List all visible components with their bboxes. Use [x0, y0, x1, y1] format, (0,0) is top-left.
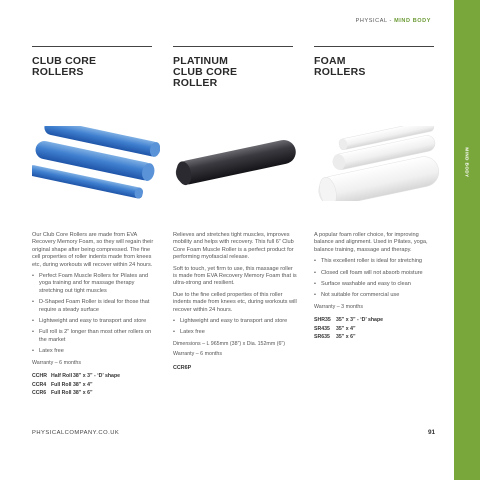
list-item: • Latex free [32, 348, 157, 355]
title-line: CLUB CORE [32, 55, 97, 67]
page-number: 91 [428, 429, 436, 436]
club-core-rollers-column [32, 46, 152, 201]
section-header [356, 18, 431, 24]
product-code: CCR6 [32, 389, 47, 396]
dimensions-text: Dimensions – L 965mm (38”) x Dia. 152mm (6”) [173, 340, 285, 347]
feature-list [173, 318, 298, 337]
side-tab-label: MIND BODY [464, 147, 470, 178]
product-code-table [32, 372, 120, 397]
product-size: 38” x 3” - ‘D’ shape [73, 373, 120, 380]
product-code: CCR4 [32, 381, 47, 388]
warranty-text: Warranty – 6 months [32, 359, 81, 366]
product-code-table [314, 316, 383, 341]
website-link[interactable]: PHYSICALCOMPANY.CO.UK [32, 430, 120, 436]
list-item: • This excellent roller is ideal for stretching [314, 258, 439, 265]
intro-paragraph: Our Club Core Rollers are made from EVA Recovery Memory Foam, so they will regain their original shape after being compressed. The fine cell properties of roller indents made from knees etc, during workouts will recover within 24 hours. [32, 232, 154, 268]
list-item: • Not suitable for commercial use [314, 292, 439, 299]
table-row [314, 316, 383, 324]
column-title [32, 56, 152, 104]
table-row [32, 389, 120, 397]
side-tab [454, 0, 480, 480]
column-divider [314, 46, 434, 47]
list-item: • Surface washable and easy to clean [314, 281, 439, 288]
intro-paragraph: A popular foam roller choice, for improving balance and alignment. Used in Pilates, yoga, balance training, massage and therapy. [314, 232, 428, 253]
feature-list [32, 273, 157, 356]
product-size: 38” x 6” [73, 389, 93, 396]
title-line: ROLLERS [32, 66, 84, 78]
title-line: ROLLERS [314, 66, 366, 78]
title-line: PLATINUM [173, 55, 229, 67]
list-item: • Lightweight and easy to transport and store [173, 318, 298, 325]
table-row [314, 325, 383, 333]
product-type: Full Roll [51, 389, 72, 396]
list-item: • Perfect Foam Muscle Rollers for Pilates and yoga training and for massage therapy stretching out tight muscles [32, 273, 157, 295]
description-paragraph: Soft to touch, yet firm to use, this massage roller is made from EVA Recovery Memory Foam that is ultra-strong and resilient. [173, 265, 297, 287]
list-item: • Closed cell foam will not absorb moisture [314, 270, 439, 277]
platinum-description [173, 232, 298, 372]
table-row [314, 333, 383, 341]
table-row [32, 372, 120, 380]
product-size: 35” x 4” [336, 325, 356, 332]
product-code: SHR35 [314, 317, 331, 324]
column-divider [173, 46, 293, 47]
white-foam-rollers-image [314, 126, 442, 201]
list-item: • D-Shaped Foam Roller is ideal for those that require a steady surface [32, 299, 157, 314]
foam-rollers-column [314, 46, 434, 201]
subsection-label: MIND BODY [394, 18, 431, 24]
list-item: • Full roll is 2” longer than most other rollers on the market [32, 329, 157, 344]
product-type: Full Roll [51, 381, 72, 388]
description-paragraph: Relieves and stretches tight muscles, improves mobility and helps with recovery. This full 6” Club Core Foam Muscle Roller is a perfect product for performing myofascial release. [173, 232, 294, 261]
club-core-description [32, 232, 157, 397]
list-item: • Lightweight and easy to transport and store [32, 318, 157, 325]
column-title [314, 56, 404, 104]
title-line: ROLLER [173, 77, 218, 89]
product-code: SR635 [314, 334, 330, 341]
column-divider [32, 46, 152, 47]
product-code: CCHR [32, 373, 47, 380]
product-type: Half Roll [51, 373, 73, 380]
feature-list [314, 258, 439, 300]
warranty-text: Warranty – 6 months [173, 351, 222, 358]
section-label: PHYSICAL - [355, 18, 395, 24]
description-paragraph: Due to the fine celled properties of this roller indents made from knees etc, during workouts will recover within 24 hours. [173, 291, 297, 313]
title-line: FOAM [314, 55, 346, 67]
list-item: • Latex free [173, 329, 298, 336]
title-line: CLUB CORE [173, 66, 238, 78]
product-code: SR435 [314, 325, 330, 332]
black-foam-roller-image [173, 126, 301, 201]
product-size: 38” x 4” [73, 381, 93, 388]
product-size: 35” x 3” - ‘D’ shape [336, 317, 383, 324]
product-code: CCR6P [173, 364, 192, 371]
table-row [32, 381, 120, 389]
column-title [173, 56, 293, 104]
blue-foam-rollers-image [32, 126, 160, 201]
platinum-club-core-roller-column [173, 46, 293, 201]
foam-rollers-description [314, 232, 439, 341]
warranty-text: Warranty – 3 months [314, 303, 363, 310]
product-size: 35” x 6” [336, 334, 356, 341]
